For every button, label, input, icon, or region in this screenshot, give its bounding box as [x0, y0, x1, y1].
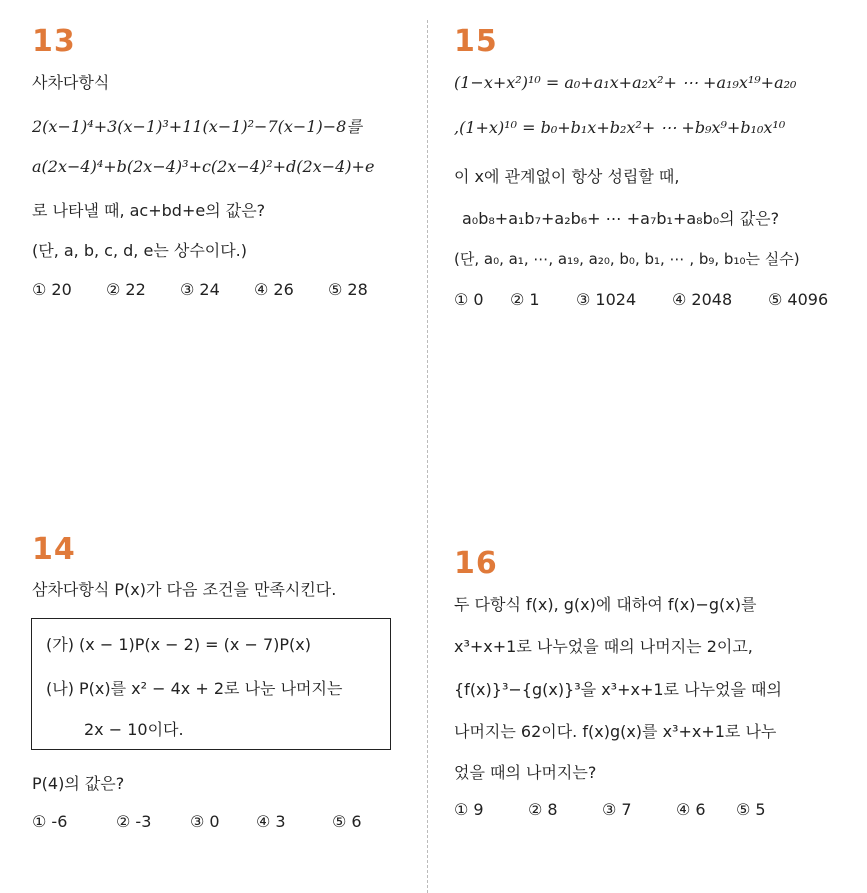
choice-2[interactable]: ② 1 — [510, 290, 540, 309]
choice-4[interactable]: ④ 6 — [676, 800, 706, 819]
question-text-line: 나머지는 62이다. f(x)g(x)를 x³+x+1로 나누 — [454, 722, 777, 741]
choice-2[interactable]: ② 8 — [528, 800, 558, 819]
condition-b: (나) P(x)를 x² − 4x + 2로 나눈 나머지는 — [46, 679, 343, 698]
condition-b-continued: 2x − 10이다. — [84, 720, 184, 739]
choice-4[interactable]: ④ 3 — [256, 812, 286, 831]
choice-2[interactable]: ② 22 — [106, 280, 146, 299]
question-text-line: 었을 때의 나머지는? — [454, 763, 597, 782]
choice-3[interactable]: ③ 0 — [190, 812, 220, 831]
choice-4[interactable]: ④ 26 — [254, 280, 294, 299]
choice-5[interactable]: ⑤ 4096 — [768, 290, 829, 309]
answer-choices — [454, 800, 766, 819]
question-text-line: 사차다항식 — [32, 73, 110, 92]
choice-1[interactable]: ① -6 — [32, 812, 68, 831]
answer-choices — [32, 280, 368, 299]
question-text-line: 이 x에 관계없이 항상 성립할 때, — [454, 167, 680, 186]
question-text-line: (단, a₀, a₁, ⋯, a₁₉, a₂₀, b₀, b₁, ⋯ , b₉, b₁₀는 실수) — [454, 250, 800, 268]
choice-5[interactable]: ⑤ 6 — [332, 812, 362, 831]
question-prompt: P(4)의 값은? — [32, 774, 125, 793]
question-text-line: 2(x−1)⁴+3(x−1)³+11(x−1)²−7(x−1)−8를 — [32, 117, 362, 136]
question-number: 13 — [32, 24, 76, 59]
choice-3[interactable]: ③ 1024 — [576, 290, 637, 309]
question-text-line: (단, a, b, c, d, e는 상수이다.) — [32, 241, 248, 260]
question-number: 16 — [454, 546, 498, 581]
choice-3[interactable]: ③ 24 — [180, 280, 220, 299]
question-text-line: {f(x)}³−{g(x)}³을 x³+x+1로 나누었을 때의 — [454, 680, 782, 699]
answer-choices — [32, 812, 362, 831]
question-text-line: a₀b₈+a₁b₇+a₂b₆+ ⋯ +a₇b₁+a₈b₀의 값은? — [462, 209, 780, 228]
choice-4[interactable]: ④ 2048 — [672, 290, 733, 309]
question-number: 14 — [32, 532, 76, 567]
choice-5[interactable]: ⑤ 28 — [328, 280, 368, 299]
question-text-line: x³+x+1로 나누었을 때의 나머지는 2이고, — [454, 637, 753, 656]
question-text-line: 로 나타낼 때, ac+bd+e의 값은? — [32, 201, 266, 220]
question-text-line: a(2x−4)⁴+b(2x−4)³+c(2x−4)²+d(2x−4)+e — [32, 157, 375, 176]
answer-choices — [454, 290, 828, 309]
choice-2[interactable]: ② -3 — [116, 812, 152, 831]
choice-1[interactable]: ① 20 — [32, 280, 72, 299]
question-text-line: (1−x+x²)¹⁰ = a₀+a₁x+a₂x²+ ⋯ +a₁₉x¹⁹+a₂₀ — [454, 73, 797, 92]
choice-1[interactable]: ① 0 — [454, 290, 484, 309]
choice-3[interactable]: ③ 7 — [602, 800, 632, 819]
question-number: 15 — [454, 24, 498, 59]
question-text-line: 두 다항식 f(x), g(x)에 대하여 f(x)−g(x)를 — [454, 595, 757, 614]
choice-1[interactable]: ① 9 — [454, 800, 484, 819]
choice-5[interactable]: ⑤ 5 — [736, 800, 766, 819]
condition-a: (가) (x − 1)P(x − 2) = (x − 7)P(x) — [46, 635, 311, 654]
column-divider — [427, 20, 428, 893]
question-text-line: ,(1+x)¹⁰ = b₀+b₁x+b₂x²+ ⋯ +b₉x⁹+b₁₀x¹⁰ — [454, 118, 786, 137]
question-intro: 삼차다항식 P(x)가 다음 조건을 만족시킨다. — [32, 580, 337, 599]
